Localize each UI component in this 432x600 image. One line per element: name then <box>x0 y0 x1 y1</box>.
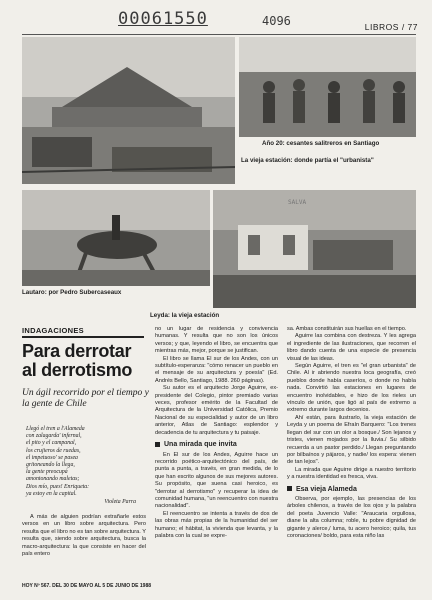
column-2 <box>155 326 278 540</box>
paragraph: El reencuentro se intenta a través de dos de las obras más propias de la humanidad del ser humano; el hábitat, la vivienda que levanta, y la palabra con la cual se expre- <box>155 510 278 539</box>
lautaro-caption: Lautaro: por Pedro Subercaseaux <box>22 289 122 296</box>
epigraph-line: ya estoy en la capital. <box>26 490 77 497</box>
section-label: INDAGACIONES <box>22 326 84 335</box>
leyda-photo <box>213 190 416 308</box>
epigraph-line: con zalagarda' infernal, <box>26 433 82 440</box>
epigraph-line: Dios mío, pues! Enriqueta: <box>26 483 90 490</box>
epigraph-line: el pito y el campanal, <box>26 440 77 447</box>
handwritten-number: 4096 <box>262 14 291 28</box>
article-subtitle: Un ágil recorrido por el tiempo y la gente de Chile <box>22 388 149 409</box>
bullet-icon <box>155 442 160 447</box>
leyda-caption: Leyda: la vieja estación <box>150 312 220 319</box>
lautaro-photo <box>22 190 210 286</box>
epigraph-line: amontonando maletas; <box>26 476 80 483</box>
subheading <box>287 486 416 493</box>
footer-text: HOY Nº 567. DEL 30 DE MAYO AL 5 DE JUNIO DE 1988 <box>22 583 152 589</box>
paragraph: Observa, por ejemplo, las presencias de los árboles chilenos, a través de los ojos y la palabra del poeta Juvencio Valle: "Araucaria orgullosa, diane la alta columna; roble, tu pobre dignidad de gigante y alerce,/ luma, tu acero heroico; quila, tus coronaciones/ boldo, para esta niño las <box>287 495 416 539</box>
epigraph-line: Llegó el tren a l'Alameda <box>26 426 85 432</box>
header-rule <box>22 34 416 35</box>
column-3 <box>287 326 416 540</box>
article-title: Para derrotar al derrotismo <box>22 341 133 380</box>
subheading-text: Una mirada que invita <box>164 441 237 449</box>
epigraph-line: la gente preocupá <box>26 469 68 476</box>
station-caption: La vieja estación: donde partía el "urbanista" <box>241 157 374 164</box>
workers-photo <box>239 37 416 137</box>
paragraph: En El sur de los Andes, Aguirre hace un recorrido poético-arquitectónico del país, de punta a punta, a través, en gran medida, de lo que han escrito algunos de sus mejores autores. Su propósito, que suena casi heroico, es "derrotar al derrotismo" y recuperar la idea de comunidad humana, "un reencuentro con nuestra nacionalidad". <box>155 451 278 510</box>
epigraph-line: gritoneando la llega, <box>26 462 75 469</box>
paragraph: Ahí están, para ilustrarlo, la vieja estación de Leyda y un poema de Efraín Barquero: "Los trenes llegan del sur con un olor a bosque./ Son lejanos y tristes, vienen mojados por la lluvia./ Su silbido recuerda a un pastor perdido./ Llegan preguntando por bilbaínos y pájaros, y nadie/ los espera: vienen de tan lejos". <box>287 414 416 466</box>
workers-caption: Año 20: cesantes salitreros en Santiago <box>262 140 380 147</box>
paragraph: A más de alguien podrían extrañarle estos versos en un libro sobre arquitectura. Pero resulta que el libro no es tan sobre arquitectura. Y resulta que, siendo sobre arquitectura, busca la macro-arquitectura: la que consiste en hacer del país entero <box>22 514 146 558</box>
magazine-label: LIBROS / 77 <box>364 22 418 32</box>
handwritten-stamp: SALVA <box>288 199 307 206</box>
paragraph: Según Aguirre, el tren es "el gran urbanista" de Chile. Al ir abriendo nuestra loca geografía, creó pueblos donde había caseríos, o donde no había nada. Convirtió las estaciones en lugares de encuentro inolvidables, e hizo de los rieles un vínculo de unión, que ligó al país de extremo a extremo durante largos decenios. <box>287 363 416 414</box>
paragraph: El libro se llama El sur de los Andes, con un subtítulo-esperanza: "cómo renacer un pueblo en el mensaje de su arquitectura y poesía" (Ed. Andrés Bello, Santiago, 1988. 260 páginas). <box>155 355 278 384</box>
paragraph: no un lugar de residencia y convivencia humanas. Y resulta que no son los únicos versos; y que, leyendo el libro, se encuentra que mientras más, mejor, porque se justifican. <box>155 326 278 355</box>
epigraph <box>26 426 150 506</box>
paragraph: La mirada que Aguirre dirige a nuestro territorio y a nuestra identidad es fresca, viva. <box>287 466 416 481</box>
column-1-text <box>22 514 146 558</box>
station-photo <box>22 37 235 184</box>
archive-code: 00061550 <box>118 9 208 29</box>
epigraph-author: Violeta Parra <box>104 499 136 506</box>
epigraph-line: el impetuoso' se pasea <box>26 454 78 461</box>
paragraph: Su autor es el arquitecto Jorge Aguirre, ex-presidente del Colegio, pintor premiado varias veces, profesor emérito de la Facultad de Arquitectura de la Universidad Católica, Premio Nacional de su especialidad y autor de un libro anterior, Atlas de Santiago: esplendor y decadencia de tu arquitectura y tu paisaje. <box>155 385 278 436</box>
section-rule <box>22 336 144 338</box>
subheading <box>155 441 278 448</box>
subheading-text: Esa vieja Alameda <box>296 485 357 493</box>
epigraph-line: los crujieros de ruedas, <box>26 447 81 454</box>
bullet-icon <box>287 486 292 491</box>
paragraph: sa. Ambas constituirán sus huellas en el tiempo. <box>287 326 407 332</box>
paragraph: Aguirre las combina con destreza. Y les agrega el ingrediente de las ilustraciones, que recorren el libro dando cuenta de una especie de presencia visual de las ideas. <box>287 333 416 362</box>
